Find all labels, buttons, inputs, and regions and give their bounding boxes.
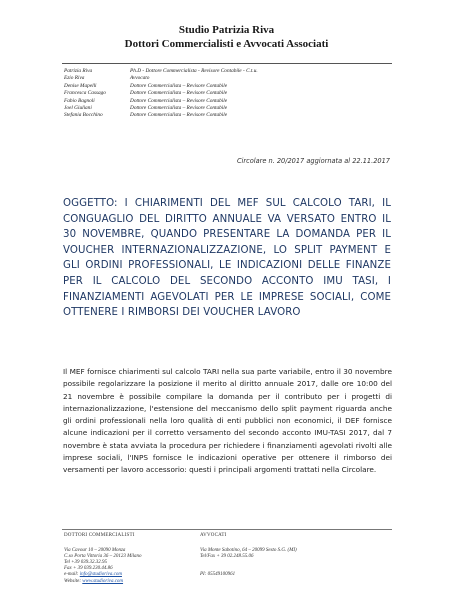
staff-name: Joel Giuliani: [64, 105, 92, 112]
staff-role: Dottore Commercialista – Revisore Contabile: [130, 82, 228, 89]
staff-role: Avvocato: [130, 75, 150, 82]
body-paragraph: Il MEF fornisce chiarimenti sul calcolo TARI nella sua parte variabile, entro il 30 novembre possibile regolarizzare la posizione il merito al diritto annuale 2017, dalle ore 10:00 del 21 novembre è possibile compilare la domanda per il contributo per i progetti di internazionalizzazione, l'estensione del meccanismo dello split payment riguarda anche gli ordini professionali nella loro qualità di enti pubblici non economici, il DEF fornisce alcune indicazioni per il corretto versamento del secondo acconto IMU-TASI 2017, dal 7 novembre è stata avviata la procedura per richiedere i finanziamenti agevolati rivolti alle imprese sociali, l'INPS fornisce le indicazioni operative per ottenere il rimborso dei versamenti per lavoro accessorio: questi i principali argomenti trattati nella Circolare.: [63, 367, 392, 475]
staff-role: Ph.D - Dottore Commercialista - Revisore Contabile - C.t.u.: [130, 68, 258, 74]
staff-row: [64, 105, 404, 112]
staff-row: [64, 83, 404, 90]
footer-divider: [62, 529, 392, 530]
staff-role: Dottore Commercialista – Revisore Contabile: [130, 97, 228, 104]
footer-phone: Tel +39 039.32.32.95: [64, 560, 108, 566]
staff-name: Ezio Riva: [64, 75, 85, 82]
footer-website-label: Website:: [64, 578, 82, 584]
footer-address: C.so Porta Vittoria 36 – 20123 Milano: [64, 554, 142, 560]
footer-heading: DOTTORI COMMERCIALISTI: [64, 533, 135, 538]
staff-row: [64, 75, 404, 82]
footer-telfax: Tel/Fax + 39 02.248.55.06: [200, 554, 254, 560]
subject-heading: OGGETTO: I CHIARIMENTI DEL MEF SUL CALCOLO TARI, IL CONGUAGLIO DEL DIRITTO ANNUALE VA VERSATO ENTRO IL 30 NOVEMBRE, QUANDO PRESENTARE LA DOMANDA PER IL VOUCHER INTERNAZIONALIZZAZIONE, LO SPLIT PAYMENT E GLI ORDINI PROFESSIONALI, LE INDICAZIONI DELLE FINANZE PER IL CALCOLO DEL SECONDO ACCONTO IMU TASI, I FINANZIAMENTI AGEVOLATI PER LE IMPRESE SOCIALI, COME OTTENERE I RIMBORSI DEI VOUCHER LAVORO: [63, 198, 391, 319]
staff-row: [64, 68, 404, 75]
staff-name: Denise Mapelli: [64, 82, 97, 89]
circular-reference: Circolare n. 20/2017 aggiornata al 22.11.2017: [236, 157, 390, 165]
footer-commercialisti: [64, 533, 142, 585]
staff-row: [64, 112, 404, 119]
footer-vat-number: PI: 05549100961: [200, 572, 236, 578]
header-divider: [62, 63, 392, 64]
footer-address: Via Monte Sabotino, 64 – 20099 Sesto S.G. (MI): [200, 548, 297, 554]
firm-name: Studio Patrizia Riva: [178, 24, 275, 36]
firm-subtitle: Dottori Commercialisti e Avvocati Associati: [124, 38, 329, 50]
staff-role: Dottore Commercialista – Revisore Contabile: [130, 112, 228, 119]
footer-avvocati: [200, 533, 297, 578]
footer-fax: Fax + 39 039.230.44.86: [64, 566, 113, 572]
staff-role: Dottore Commercialista – Revisore Contabile: [130, 105, 228, 112]
staff-name: Stefania Bocchino: [64, 112, 103, 119]
footer-website-link[interactable]: www.studioriva.com: [82, 578, 124, 584]
footer-heading: AVVOCATI: [200, 533, 227, 538]
staff-list: [64, 68, 404, 120]
staff-row: [64, 98, 404, 105]
staff-role: Dottore Commercialista – Revisore Contabile: [130, 90, 228, 97]
staff-name: Patrizia Riva: [64, 68, 93, 74]
staff-row: [64, 90, 404, 97]
staff-name: Francesca Cassago: [64, 90, 106, 97]
footer-address: Via Cavour 10 – 20090 Monza: [64, 548, 126, 554]
footer-email-link[interactable]: info@studioriva.com: [79, 572, 122, 578]
footer-email-label: e-mail:: [64, 572, 79, 578]
staff-name: Fabio Bagnoli: [64, 97, 95, 104]
